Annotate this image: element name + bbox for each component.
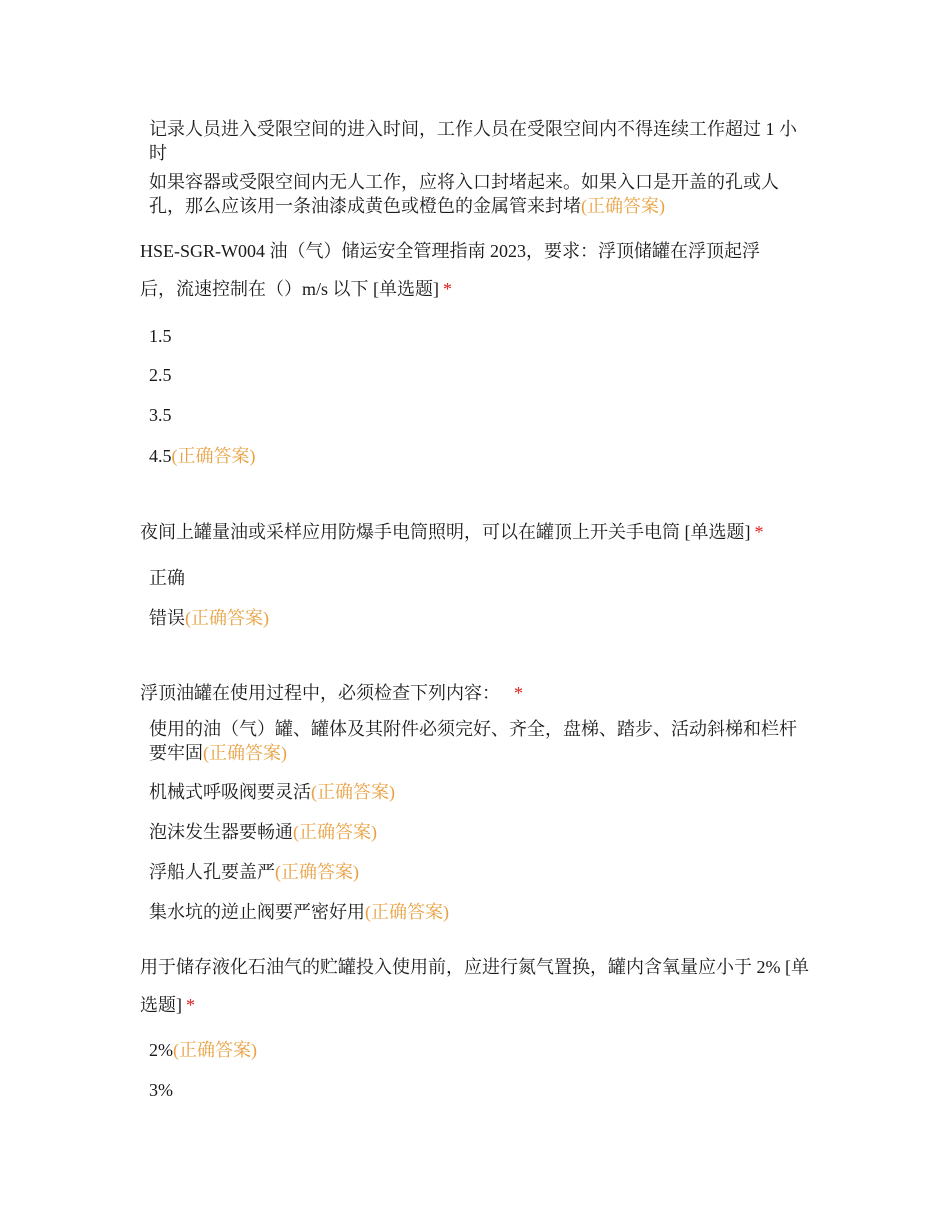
option-item: 机械式呼吸阀要灵活(正确答案) [149,782,395,802]
question-title: 夜间上罐量油或采样应用防爆手电筒照明，可以在罐顶上开关手电筒 [单选题] * [140,522,764,542]
option-item: 集水坑的逆止阀要严密好用(正确答案) [149,902,449,922]
option-item: 泡沫发生器要畅通(正确答案) [149,822,377,842]
question-2 [140,513,810,628]
question-4 [140,948,810,1100]
option-item: 记录人员进入受限空间的进入时间，工作人员在受限空间内不得连续工作超过 1 小时 [149,119,797,163]
option-item: 浮船人孔要盖严(正确答案) [149,862,359,882]
question-1 [140,232,810,466]
correct-answer-tag: (正确答案) [365,902,449,922]
option-item: 错误(正确答案) [149,608,269,628]
required-asterisk: * [186,995,195,1015]
correct-answer-tag: (正确答案) [311,782,395,802]
option-item: 3.5 [149,405,172,425]
correct-answer-tag: (正确答案) [581,196,665,216]
option-item: 4.5(正确答案) [149,446,256,466]
option-item: 3% [149,1080,173,1100]
required-asterisk: * [754,522,764,542]
option-item: 如果容器或受限空间内无人工作，应将入口封堵起来。如果入口是开盖的孔或人孔，那么应该用一条油漆成黄色或橙色的金属管来封堵(正确答案) [149,172,779,216]
correct-answer-tag: (正确答案) [293,822,377,842]
question-title: 浮顶油罐在使用过程中，必须检查下列内容： * [140,683,523,703]
question-3 [140,674,810,922]
required-asterisk: * [443,279,452,299]
correct-answer-tag: (正确答案) [203,743,287,763]
option-item: 1.5 [149,326,172,346]
correct-answer-tag: (正确答案) [275,862,359,882]
question-title: HSE-SGR-W004 油（气）储运安全管理指南 2023，要求：浮顶储罐在浮顶起浮后，流速控制在（）m/s 以下 [单选题] * [140,241,760,299]
required-asterisk: * [514,683,523,703]
option-item: 2%(正确答案) [149,1040,257,1060]
correct-answer-tag: (正确答案) [173,1040,257,1060]
question-title: 用于储存液化石油气的贮罐投入使用前，应进行氮气置换，罐内含氧量应小于 2% [单选题] * [140,957,809,1015]
option-item: 使用的油（气）罐、罐体及其附件必须完好、齐全，盘梯、踏步、活动斜梯和栏杆要牢固(正确答案) [149,719,797,763]
option-item: 正确 [149,568,185,588]
correct-answer-tag: (正确答案) [185,608,269,628]
option-item: 2.5 [149,365,172,385]
correct-answer-tag: (正确答案) [171,446,256,466]
